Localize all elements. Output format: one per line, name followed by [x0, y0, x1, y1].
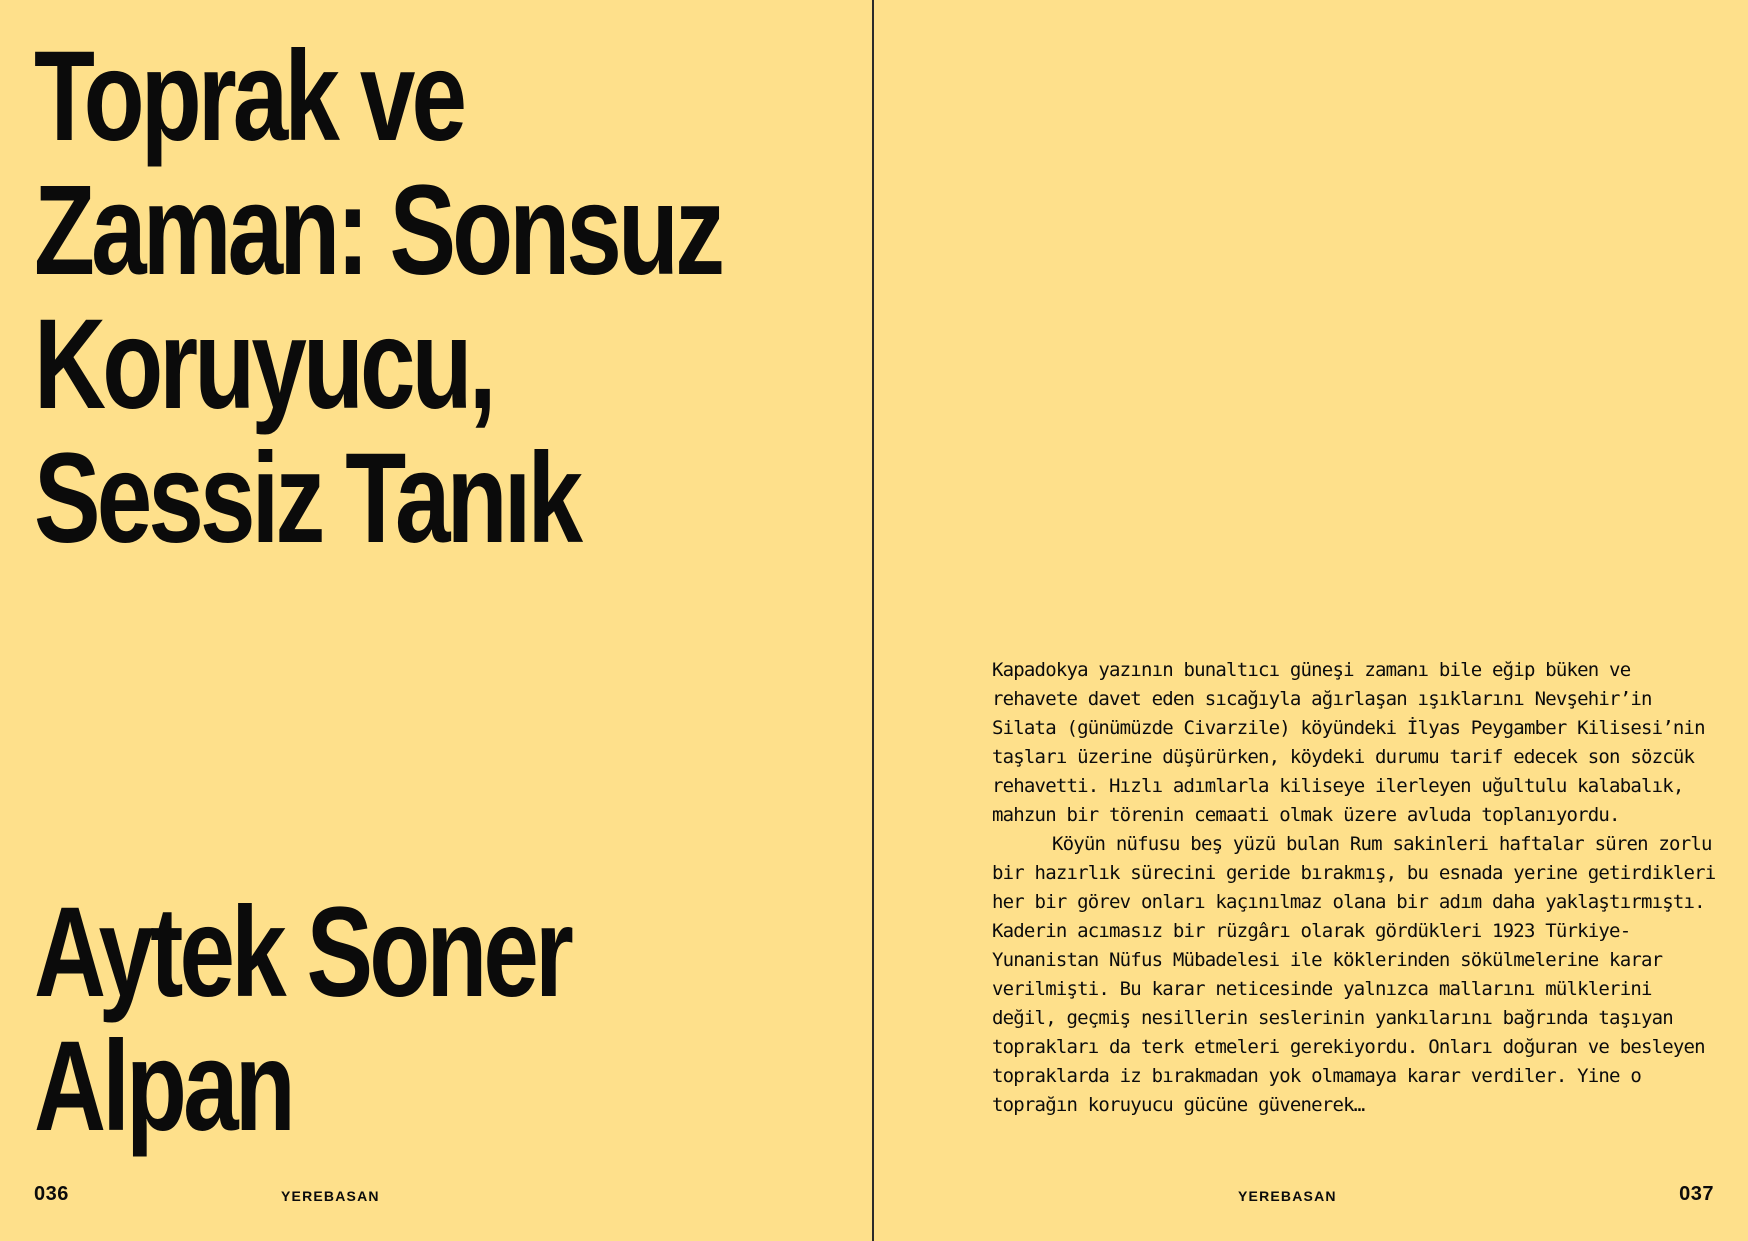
article-body: [992, 656, 1722, 1120]
article-title-line: Sessiz Tanık: [34, 427, 580, 570]
article-paragraph: Kapadokya yazının bunaltıcı güneşi zamanı bile eğip büken ve rehavete davet eden sıcağıyla ağırlaşan ışıklarını Nevşehir’in Silata (günümüzde Civarzile) köyündeki İlyas Peygamber Kilisesi’nin taşları üzerine düşürürken, köydeki durumu tarif edecek son sözcük rehavetti. Hızlı adımlarla kiliseye ilerleyen uğultulu kalabalık, mahzun bir törenin cemaati olmak üzere avluda toplanıyordu.: [992, 659, 1705, 826]
right-page-number: 037: [1679, 1183, 1714, 1205]
right-running-head: YEREBASAN: [1238, 1188, 1337, 1204]
left-page: [0, 0, 872, 1241]
right-page: [874, 0, 1748, 1241]
article-title-line: Koruyucu,: [34, 293, 493, 436]
author-name-line: Alpan: [34, 1015, 292, 1158]
article-title-line: Zaman: Sonsuz: [34, 159, 722, 302]
article-paragraph: Köyün nüfusu beş yüzü bulan Rum sakinleri haftalar süren zorlu bir hazırlık sürecini geride bırakmış, bu esnada yerine getirdikleri her bir görev onları kaçınılmaz olana bir adım daha yaklaştırmıştı. Kaderin acımasız bir rüzgârı olarak gördükleri 1923 Türkiye-Yunanistan Nüfus Mübadelesi ile köklerinden sökülmelerine karar verilmişti. Bu karar neticesinde yalnızca mallarını mülklerini değil, geçmiş nesillerin seslerinin yankılarını bağrında taşıyan toprakları da terk etmeleri gerekiyordu. Onları doğuran ve besleyen topraklarda iz bırakmadan yok olmamaya karar verdiler. Yine o toprağın koruyucu gücüne güvenerek…: [992, 833, 1716, 1116]
left-page-number: 036: [34, 1183, 69, 1205]
left-running-head: YEREBASAN: [281, 1188, 380, 1204]
author-name-line: Aytek Soner: [34, 881, 571, 1024]
author-name: [34, 881, 571, 1158]
article-title-line: Toprak ve: [34, 25, 464, 168]
article-title: [34, 25, 722, 570]
